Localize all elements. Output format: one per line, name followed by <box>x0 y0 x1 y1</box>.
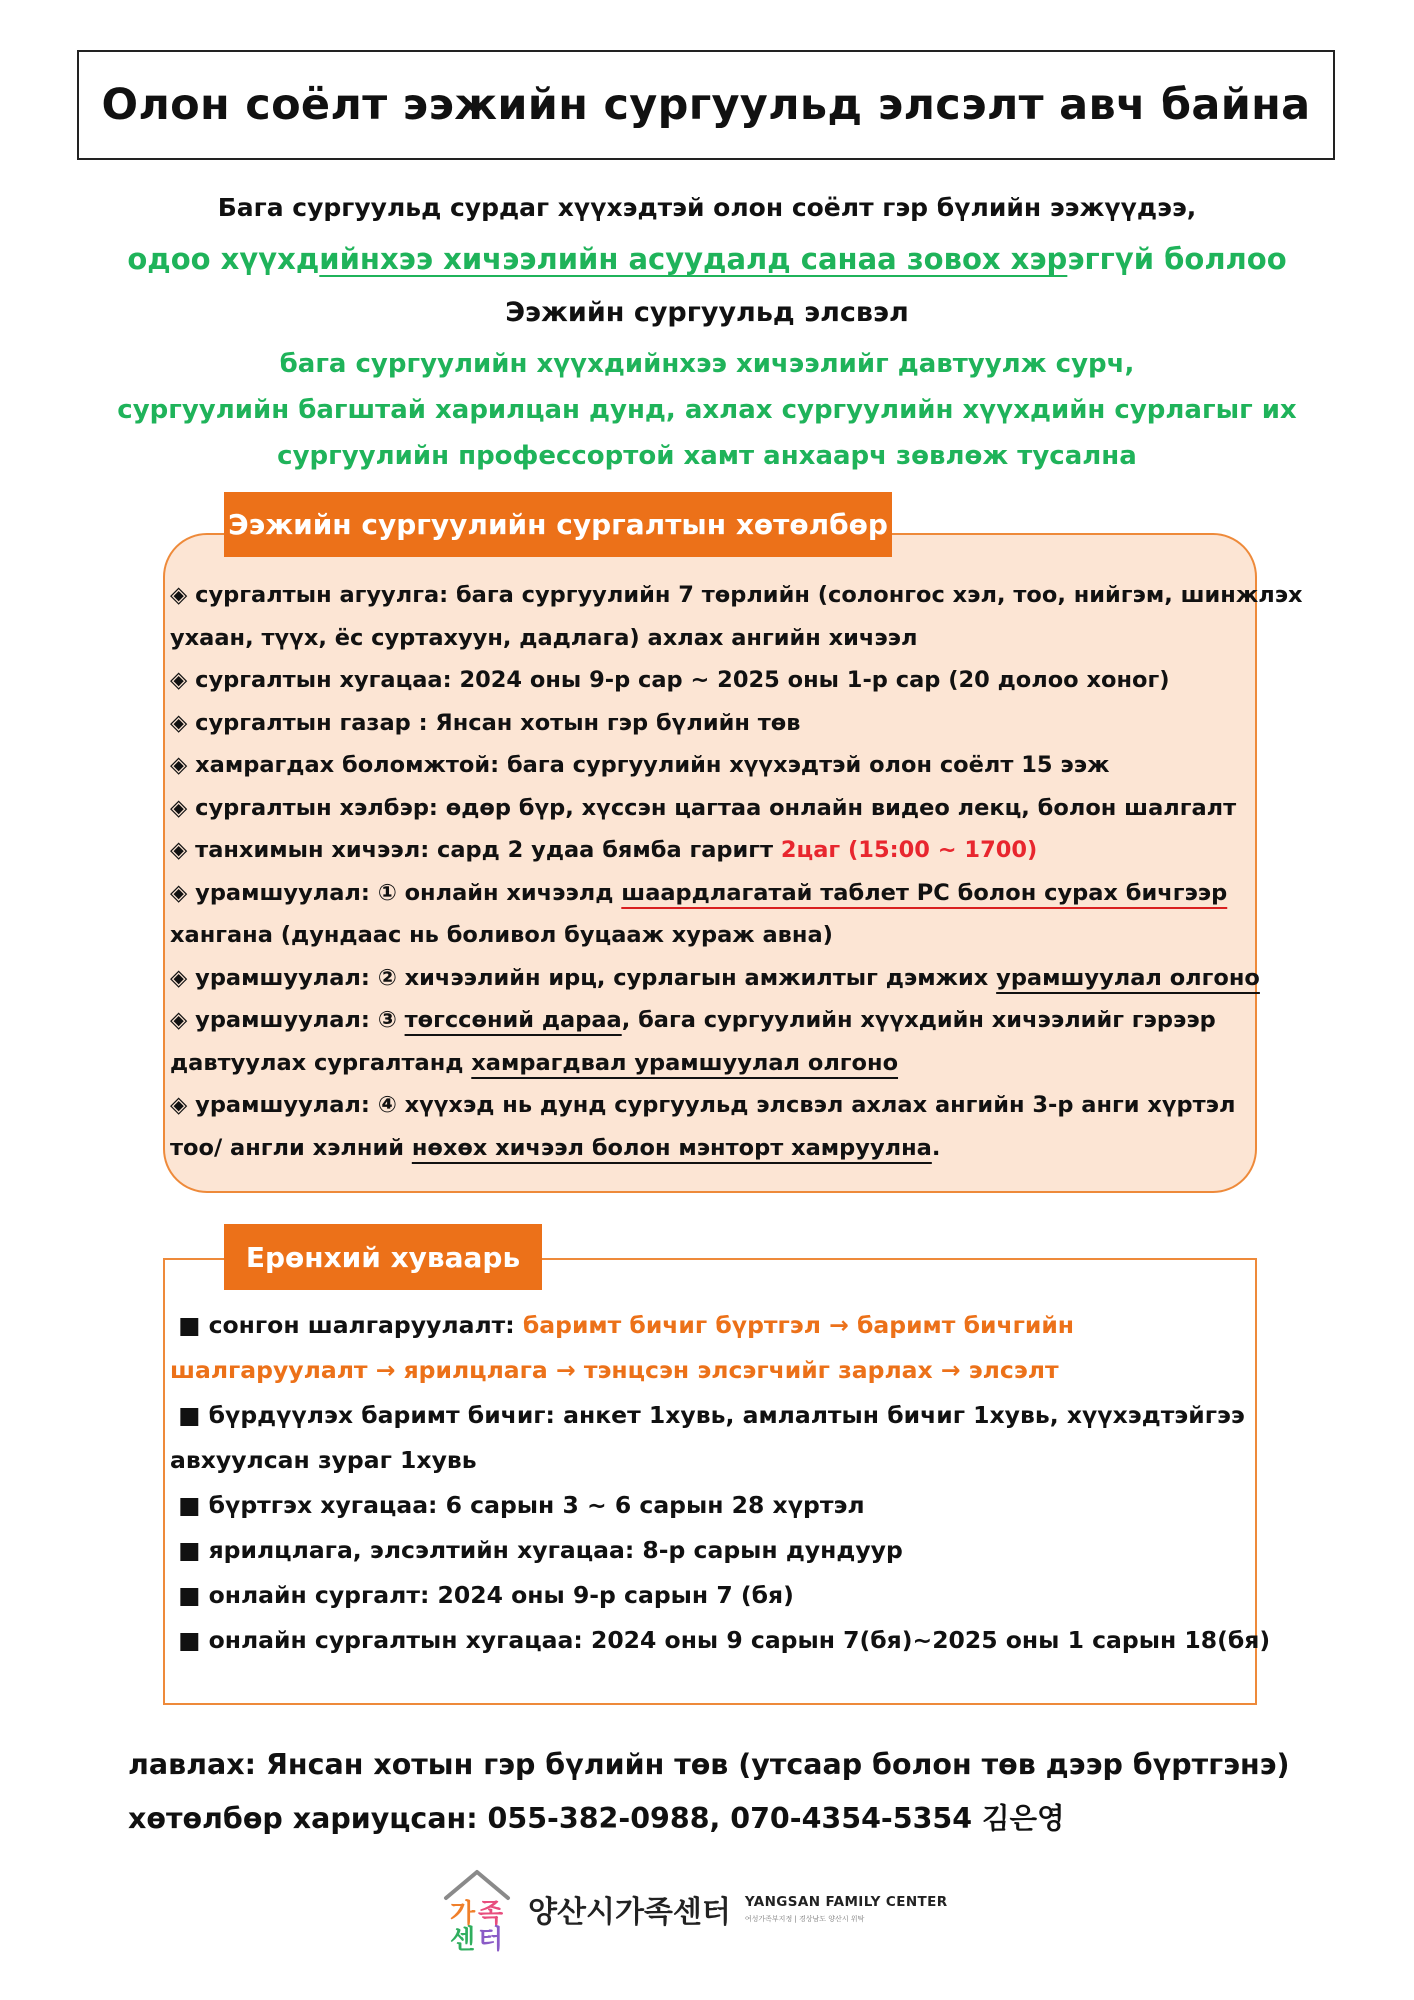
schedule-item-selection <box>170 1303 1255 1348</box>
selection-label: сонгон шалгаруулалт: <box>208 1311 523 1339</box>
program-item-reward-1 <box>170 872 1260 915</box>
reward-4-text-b: тоо/ англи хэлний <box>170 1134 412 1161</box>
program-period-text: сургалтын хугацаа: 2024 оны 9-р сар ~ 2025 оны 1-р сар (20 долоо хоног) <box>195 667 1170 693</box>
center-name-english-block <box>745 1894 948 1924</box>
registration-text: бүртгэх хугацаа: 6 сарын 3 ~ 6 сарын 28 хүртэл <box>208 1491 865 1519</box>
program-item-reward-3 <box>170 999 1260 1042</box>
diamond-bullet-icon: ◈ <box>170 837 188 863</box>
schedule-item-docs-cont: авхуулсан зураг 1хувь <box>170 1446 477 1474</box>
diamond-bullet-icon: ◈ <box>170 1007 188 1033</box>
center-logo <box>440 1866 948 1952</box>
schedule-item-interview <box>170 1528 1255 1573</box>
interview-text: ярилцлага, элсэлтийн хугацаа: 8-р сарын дундуур <box>208 1536 903 1564</box>
program-eligible-text: хамрагдах боломжтой: бага сургуулийн хүүхэдтэй олон соёлт 15 ээж <box>195 752 1110 778</box>
intro-line-5: сургуулийн багштай харилцан дунд, ахлах сургуулийн хүүхдийн сурлагыг их <box>117 395 1297 425</box>
program-item-place <box>170 702 1260 745</box>
reward-2-text: урамшуулал: ② хичээлийн ирц, сурлагын амжилтыг дэмжих <box>195 964 997 991</box>
center-subtitle: 여성가족부지정 | 경상남도 양산시 위탁 <box>744 1915 865 1923</box>
program-format-text: сургалтын хэлбэр: өдөр бүр, хүссэн цагтаа онлайн видео лекц, болон шалгалт <box>195 794 1237 821</box>
online-start-text: онлайн сургалт: 2024 оны 9-р сарын 7 (бя) <box>208 1581 794 1609</box>
program-place-text: сургалтын газар : Янсан хотын гэр бүлийн төв <box>195 709 801 736</box>
intro-line-2-a: одоо хүүхд <box>127 242 320 276</box>
diamond-bullet-icon: ◈ <box>170 709 188 736</box>
reward-2-underlined: урамшуулал олгоно <box>996 964 1260 991</box>
program-content-text: сургалтын агуулга: бага сургуулийн 7 төрлийн (солонгос хэл, тоо, нийгэм, шинжлэх <box>195 582 1303 608</box>
page-title: Олон соёлт ээжийн сургуульд элсэлт авч байна <box>101 80 1311 130</box>
intro-line-2-underlined: ийнхээ хичээлийн асуудалд санаа зовох хэр <box>319 242 1068 276</box>
schedule-item-docs <box>170 1393 1255 1438</box>
program-item-reward-4 <box>170 1084 1260 1127</box>
program-item-period <box>170 659 1260 702</box>
diamond-bullet-icon: ◈ <box>170 667 188 693</box>
reward-1-text: урамшуулал: ① онлайн хичээлд <box>195 879 622 906</box>
intro-line-3: Ээжийн сургуульд элсвэл <box>505 297 909 328</box>
reward-3-underlined-b: хамрагдвал урамшуулал олгоно <box>471 1049 899 1076</box>
program-item-format <box>170 787 1260 830</box>
reward-4-period: . <box>931 1134 941 1161</box>
center-name-korean: 양산시가족센터 <box>528 1895 731 1930</box>
schedule-item-online-start <box>170 1573 1255 1618</box>
family-center-logo-icon <box>440 1866 514 1952</box>
schedule-section-header: Ерөнхий хуваарь <box>224 1224 542 1290</box>
program-item-reward-1-cont: хангана (дундаас нь боливол буцааж хураж авна) <box>170 922 833 948</box>
schedule-list <box>170 1303 1271 1663</box>
intro-line-4: бага сургуулийн хүүхдийнхээ хичээлийг давтуулж сурч, <box>279 349 1135 379</box>
reward-3-underlined: төгссөний дараа <box>404 1007 622 1033</box>
program-classroom-time: 2цаг (15:00 ~ 1700) <box>780 837 1038 863</box>
square-bullet-icon: ■ <box>178 1626 201 1654</box>
reward-1-underlined: шаардлагатай таблет PC болон сурах бичгээр <box>621 879 1228 906</box>
program-item-reward-2 <box>170 957 1260 1000</box>
schedule-item-registration <box>170 1483 1255 1528</box>
program-item-eligible <box>170 744 1260 787</box>
square-bullet-icon: ■ <box>178 1581 201 1609</box>
reward-3-text-b: , бага сургуулийн хүүхдийн хичээлийг гэрээр <box>621 1007 1216 1033</box>
diamond-bullet-icon: ◈ <box>170 1092 188 1118</box>
reward-4-underlined: нөхөх хичээл болон мэнторт хамруулна <box>411 1134 932 1161</box>
square-bullet-icon: ■ <box>178 1491 201 1519</box>
program-manager-contact: хөтөлбөр хариуцсан: 055-382-0988, 070-4354-5354 김은영 <box>128 1802 1065 1835</box>
program-item-content-cont: ухаан, түүх, ёс суртахуун, дадлага) ахлах ангийн хичээл <box>170 624 918 651</box>
center-name-english: YANGSAN FAMILY CENTER <box>744 1894 948 1910</box>
square-bullet-icon: ■ <box>178 1401 201 1429</box>
intro-line-2-c: эггүй боллоо <box>1067 242 1287 276</box>
diamond-bullet-icon: ◈ <box>170 752 188 778</box>
square-bullet-icon: ■ <box>178 1311 201 1339</box>
program-section-header: Ээжийн сургуулийн сургалтын хөтөлбөр <box>224 492 892 557</box>
title-box <box>77 50 1335 160</box>
program-list <box>170 574 1303 1169</box>
intro-line-1: Бага сургуульд сурдаг хүүхэдтэй олон соёлт гэр бүлийн ээжүүдээ, <box>217 193 1197 222</box>
diamond-bullet-icon: ◈ <box>170 794 188 821</box>
diamond-bullet-icon: ◈ <box>170 879 188 906</box>
selection-flow: баримт бичиг бүртгэл → баримт бичгийн <box>522 1311 1075 1339</box>
docs-text: бүрдүүлэх баримт бичиг: анкет 1хувь, амлалтын бичиг 1хувь, хүүхэдтэйгээ <box>208 1401 1245 1429</box>
svg-text:가: 가 <box>450 1899 476 1929</box>
online-period-text: онлайн сургалтын хугацаа: 2024 оны 9 сарын 7(бя)~2025 оны 1 сарын 18(бя) <box>208 1626 1271 1654</box>
square-bullet-icon: ■ <box>178 1536 201 1564</box>
program-classroom-text: танхимын хичээл: сард 2 удаа бямба гаригт <box>195 837 781 863</box>
reward-3-text: урамшуулал: ③ <box>195 1007 405 1033</box>
program-item-content <box>170 574 1303 617</box>
contact-info: лавлах: Янсан хотын гэр бүлийн төв (утсаар болон төв дээр бүртгэнэ) <box>128 1748 1290 1781</box>
reward-3-text-c: давтуулах сургалтанд <box>170 1049 472 1076</box>
svg-text:족: 족 <box>478 1899 504 1929</box>
schedule-item-selection-cont: шалгаруулалт → ярилцлага → тэнцсэн элсэгчийг зарлах → элсэлт <box>170 1356 1059 1384</box>
intro-line-2 <box>0 242 1414 276</box>
program-item-reward-4-cont <box>170 1127 1260 1170</box>
svg-text:터: 터 <box>478 1925 504 1952</box>
schedule-item-online-period <box>170 1618 1271 1663</box>
reward-4-text: урамшуулал: ④ хүүхэд нь дунд сургуульд элсвэл ахлах ангийн 3-р анги хүртэл <box>195 1092 1236 1118</box>
program-item-classroom <box>170 829 1260 872</box>
svg-text:센: 센 <box>450 1925 476 1952</box>
program-item-reward-3-cont <box>170 1042 1260 1085</box>
diamond-bullet-icon: ◈ <box>170 582 188 608</box>
intro-line-6: сургуулийн профессортой хамт анхаарч зөвлөж тусална <box>277 441 1137 471</box>
diamond-bullet-icon: ◈ <box>170 964 188 991</box>
